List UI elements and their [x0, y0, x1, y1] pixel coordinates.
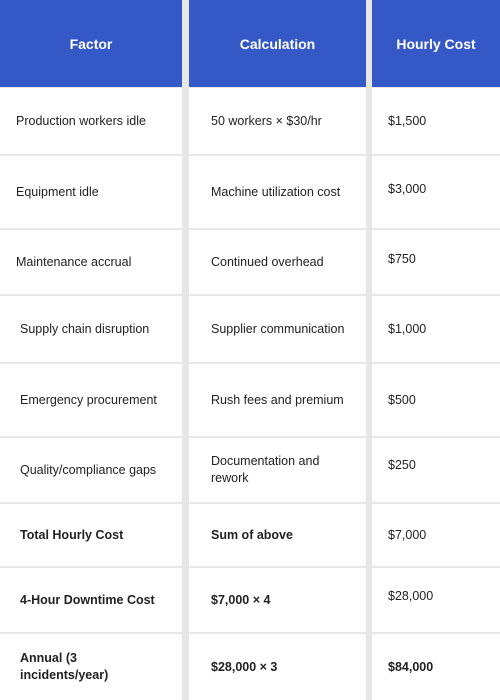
cell-hourly-cost-total: $7,000: [372, 504, 500, 566]
cell-factor: Supply chain disruption: [0, 296, 182, 362]
cell-hourly-cost: $1,000: [372, 296, 500, 362]
column-factor: [0, 0, 182, 700]
cell-hourly-cost: $500: [372, 364, 500, 436]
cell-calculation: Machine utilization cost: [189, 156, 366, 228]
header-factor: Factor: [0, 0, 182, 87]
cell-factor: Quality/compliance gaps: [0, 438, 182, 502]
column-calculation: [189, 0, 366, 700]
column-hourly-cost: [372, 0, 500, 700]
header-hourly-cost: Hourly Cost: [372, 0, 500, 87]
cell-factor-total: Total Hourly Cost: [0, 504, 182, 566]
cell-hourly-cost: $750: [372, 230, 500, 294]
cell-factor: Equipment idle: [0, 156, 182, 228]
cell-calculation: Documentation and rework: [189, 438, 366, 502]
cell-calculation-total: Sum of above: [189, 504, 366, 566]
cell-factor: Production workers idle: [0, 88, 182, 154]
cell-factor: Maintenance accrual: [0, 230, 182, 294]
cell-hourly-cost: $1,500: [372, 88, 500, 154]
cell-calculation: 50 workers × $30/hr: [189, 88, 366, 154]
cell-calculation: Supplier communication: [189, 296, 366, 362]
header-calculation: Calculation: [189, 0, 366, 87]
cell-hourly-cost-downtime: $28,000: [372, 568, 500, 632]
cell-calculation: Continued overhead: [189, 230, 366, 294]
cell-factor: Emergency procurement: [0, 364, 182, 436]
cell-factor-downtime: 4-Hour Downtime Cost: [0, 568, 182, 632]
cell-hourly-cost-annual: $84,000: [372, 634, 500, 700]
cell-calculation-annual: $28,000 × 3: [189, 634, 366, 700]
cell-hourly-cost: $250: [372, 438, 500, 502]
cell-factor-annual: Annual (3 incidents/year): [0, 634, 182, 700]
cell-calculation-downtime: $7,000 × 4: [189, 568, 366, 632]
cell-calculation: Rush fees and premium: [189, 364, 366, 436]
cell-hourly-cost: $3,000: [372, 156, 500, 228]
